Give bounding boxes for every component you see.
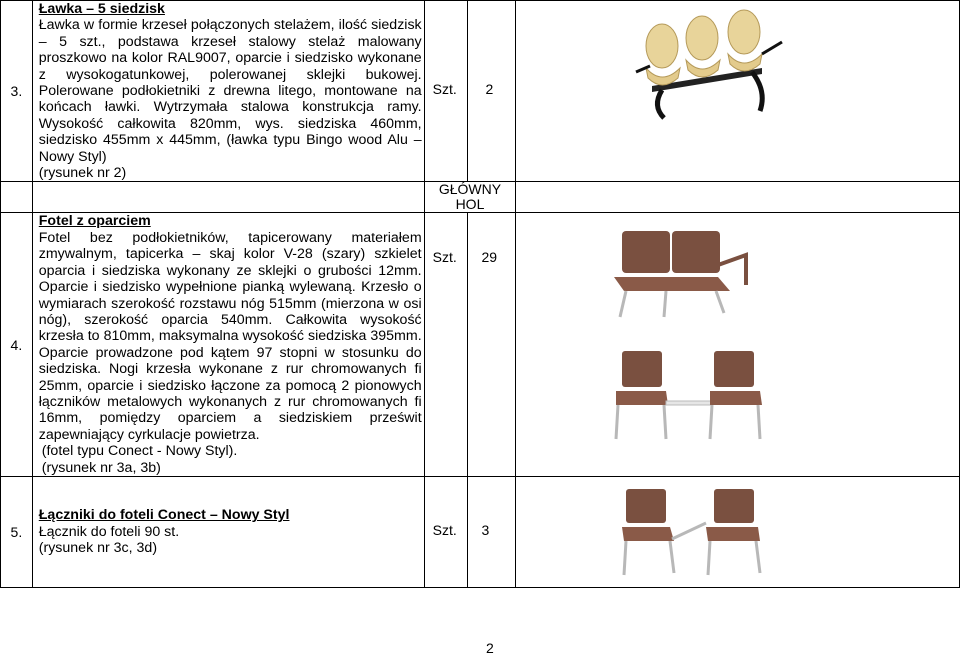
row-number: 3. xyxy=(1,1,33,182)
quantity: 3 xyxy=(481,521,490,538)
figure-reference: (rysunek nr 3a, 3b) xyxy=(41,459,161,476)
chairs-with-connector-image xyxy=(614,483,774,579)
row-description xyxy=(32,476,424,587)
unit: Szt. xyxy=(432,521,457,538)
row-description xyxy=(32,1,424,182)
quantity-cell xyxy=(468,476,516,587)
two-chairs-with-table-image xyxy=(604,343,774,443)
section-row xyxy=(1,182,960,213)
row-number: 5. xyxy=(1,476,33,587)
item-description: Łącznik do foteli 90 st. xyxy=(38,523,180,540)
image-cell xyxy=(516,213,960,477)
unit-cell xyxy=(424,213,468,477)
page-number: 2 xyxy=(486,640,494,656)
empty-cell xyxy=(516,182,960,213)
bench-image xyxy=(632,6,792,121)
table-row-3 xyxy=(1,1,960,182)
quantity-cell xyxy=(468,213,516,477)
quantity: 2 xyxy=(485,81,494,97)
unit: Szt. xyxy=(432,249,457,266)
table-row-4 xyxy=(1,213,960,477)
item-title: Fotel z oparciem xyxy=(38,213,151,230)
row-description xyxy=(32,213,424,477)
empty-cell xyxy=(32,182,424,213)
figure-reference: (rysunek nr 2) xyxy=(38,165,127,182)
unit: Szt. xyxy=(432,81,457,97)
item-title: Łączniki do foteli Conect – Nowy Styl xyxy=(38,507,290,524)
quantity-cell xyxy=(468,1,516,182)
item-description: Fotel bez podłokietników, tapicerowany materiałem zmywalnym, tapicerka – skaj kolor V-28 (szary) szkielet oparcia i siedziska wykonany ze sklejki o grubości 12mm. Oparcie i siedzisko wypełnione pianką wylewaną. Krzesło o wymiarach szerokość rozstawu nóg 515mm (mierzona w osi nóg), szerokość oparcia 540mm. Całkowita wysokość krzesła to 810mm, maksymalna wysokość siedziska 395mm. Oparcie prowadzone pod kątem 97 stopni w stosunku do siedziska. Nogi krzesła wykonane z rur chromowanych fi 25mm, oparcie i siedzisko łączone za pomocą 2 pionowych łączników metalowych wykonanych z rur chromowanych fi 16mm, pomiędzy oparciem a siedziskiem prześwit zapewniający cyrkulacje powietrza. xyxy=(38,229,422,443)
figure-reference: (rysunek nr 3c, 3d) xyxy=(38,540,158,557)
quantity: 29 xyxy=(481,249,498,266)
item-title: Ławka – 5 siedzisk xyxy=(38,1,165,17)
table-row-5 xyxy=(1,476,960,587)
section-label: GŁÓWNY HOL xyxy=(424,182,516,213)
unit-cell xyxy=(424,476,468,587)
image-cell xyxy=(516,476,960,587)
unit-cell xyxy=(424,1,468,182)
model-note: (fotel typu Conect - Nowy Styl). xyxy=(41,443,238,460)
item-description: Ławka w formie krzeseł połączonych stelażem, ilość siedzisk – 5 szt., podstawa krzeseł stalowy stelaż malowany proszkowo na kolor RAL9007, oparcie i siedzisko wykonane z wysokogatunkowej, polerowanej sklejki bukowej. Polerowane podłokietniki z drewna litego, montowane na końcach ławki. Wytrzymała stalowa konstrukcja ramy. Wysokość całkowita 820mm, wys. siedziska 460mm, siedzisko 455mm x 445mm, (ławka typu Bingo wood Alu – Nowy Styl) xyxy=(38,17,422,165)
empty-cell xyxy=(1,182,33,213)
row-number: 4. xyxy=(1,213,33,477)
two-seat-sofa-image xyxy=(606,225,766,320)
image-cell xyxy=(516,1,960,182)
